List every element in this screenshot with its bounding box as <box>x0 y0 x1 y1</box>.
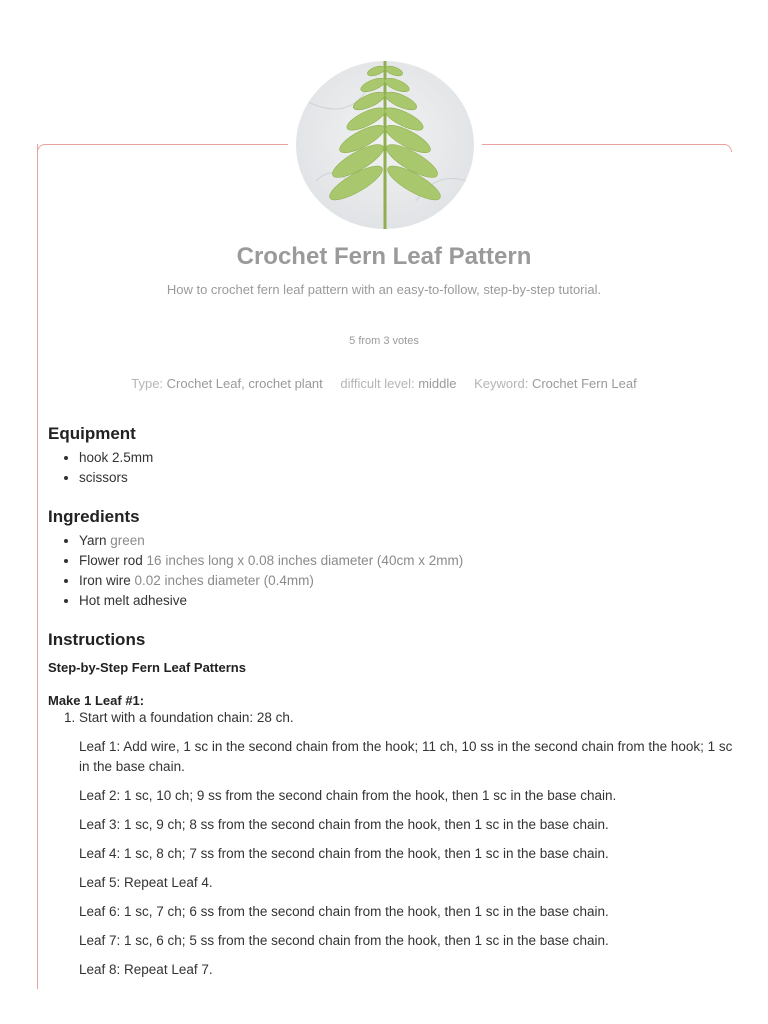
equipment-list <box>48 448 738 488</box>
ingredient-name: Flower rod <box>79 553 143 568</box>
meta-keyword-key: Keyword: <box>474 376 529 391</box>
ingredient-item <box>79 551 738 571</box>
recipe-summary: How to crochet fern leaf pattern with an easy-to-follow, step-by-step tutorial. <box>166 282 602 297</box>
rating-text: 5 from 3 votes <box>349 335 419 347</box>
instructions-heading: Instructions <box>48 630 146 649</box>
recipe-content <box>48 424 738 980</box>
step-text: 1. Start with a foundation chain: 28 ch. <box>79 710 294 725</box>
equipment-item: • hook 2.5mm <box>79 448 738 468</box>
step-paragraph: Leaf 2: 1 sc, 10 ch; 9 ss from the second chain from the hook, then 1 sc in the base chain. <box>79 788 617 803</box>
ingredient-item <box>79 571 738 591</box>
card-border-top-left <box>44 144 288 145</box>
ingredients-heading: Ingredients <box>48 507 140 526</box>
ingredient-name: Yarn <box>79 533 107 548</box>
card-corner-left <box>37 144 45 152</box>
meta-keyword-value: Crochet Fern Leaf <box>531 376 637 391</box>
meta-type-value[interactable]: Crochet Leaf, crochet plant <box>166 376 323 391</box>
ingredients-section <box>48 507 738 611</box>
ingredient-item <box>79 531 738 551</box>
recipe-meta <box>0 376 768 391</box>
meta-difficulty-key: difficult level: <box>340 376 415 391</box>
step-paragraph: Leaf 3: 1 sc, 9 ch; 8 ss from the second chain from the hook, then 1 sc in the base chain. <box>79 817 609 832</box>
step-paragraph: Leaf 8: Repeat Leaf 7. <box>79 962 213 977</box>
equipment-item: • scissors <box>79 468 738 488</box>
meta-keyword <box>474 376 637 391</box>
ingredient-note: green <box>110 533 145 548</box>
step-paragraph: Leaf 7: 1 sc, 6 ch; 5 ss from the second chain from the hook, then 1 sc in the base chain. <box>79 933 609 948</box>
instructions-list <box>48 708 738 980</box>
step-paragraph: Leaf 4: 1 sc, 8 ch; 7 ss from the second chain from the hook, then 1 sc in the base chain. <box>79 846 609 861</box>
recipe-title: Crochet Fern Leaf Pattern <box>236 243 532 270</box>
instructions-section <box>48 630 738 980</box>
ingredient-name: Iron wire <box>79 573 131 588</box>
ingredients-list <box>48 531 738 611</box>
ingredient-item <box>79 591 738 611</box>
meta-difficulty-value: middle <box>418 376 457 391</box>
meta-type-key: Type: <box>131 376 164 391</box>
step-paragraph: Leaf 5: Repeat Leaf 4. <box>79 875 213 890</box>
ingredient-name: Hot melt adhesive <box>79 593 188 608</box>
recipe-image <box>296 61 474 229</box>
card-corner-right <box>724 144 732 152</box>
step-paragraph: Leaf 1: Add wire, 1 sc in the second chain from the hook; 11 ch, 10 ss in the second chain from the hook; 1 sc in the base chain. <box>79 739 733 774</box>
instruction-step <box>79 708 738 980</box>
equipment-section <box>48 424 738 488</box>
equipment-heading: Equipment <box>48 424 136 443</box>
instructions-subheading: Step-by-Step Fern Leaf Patterns <box>48 660 246 675</box>
meta-type <box>131 376 326 391</box>
card-border-top-right <box>482 144 726 145</box>
step-group-title: Make 1 Leaf #1: <box>48 693 145 708</box>
fern-leaf-image <box>296 61 474 229</box>
step-paragraph: Leaf 6: 1 sc, 7 ch; 6 ss from the second chain from the hook, then 1 sc in the base chain. <box>79 904 609 919</box>
ingredient-note: 0.02 inches diameter (0.4mm) <box>134 573 314 588</box>
meta-difficulty <box>340 376 460 391</box>
ingredient-note: 16 inches long x 0.08 inches diameter (40cm x 2mm) <box>146 553 464 568</box>
